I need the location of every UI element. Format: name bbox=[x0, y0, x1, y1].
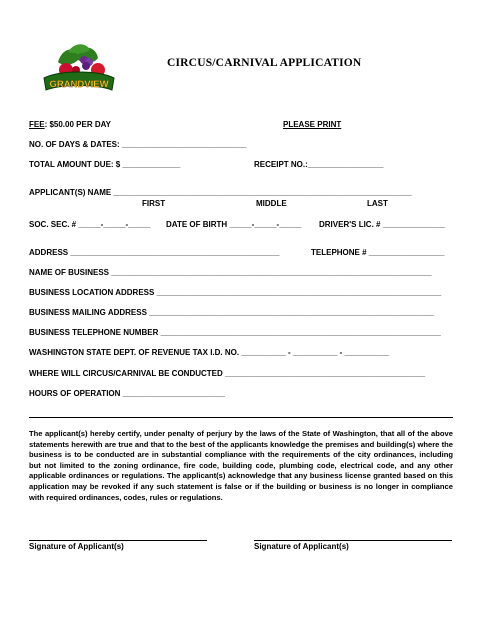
fee-line bbox=[29, 120, 111, 129]
applicant-name-field[interactable]: APPLICANT(S) NAME ___________________________________________________________________ bbox=[29, 188, 412, 197]
fee-value: : $50.00 PER DAY bbox=[44, 120, 111, 129]
page-title: CIRCUS/CARNIVAL APPLICATION bbox=[167, 57, 362, 69]
where-conducted-field[interactable]: WHERE WILL CIRCUS/CARNIVAL BE CONDUCTED _____________________________________________ bbox=[29, 369, 426, 378]
receipt-no-field[interactable]: RECEIPT NO.:_________________ bbox=[254, 160, 384, 169]
please-print-label: PLEASE PRINT bbox=[283, 120, 342, 129]
signature-label-left: Signature of Applicant(s) bbox=[29, 542, 124, 551]
grape-shape bbox=[82, 62, 90, 70]
address-field[interactable]: ADDRESS _______________________________________________ bbox=[29, 248, 280, 257]
soc-sec-field[interactable]: SOC. SEC. # _____-_____-_____ bbox=[29, 220, 151, 229]
business-name-field[interactable]: NAME OF BUSINESS ________________________________________________________________________ bbox=[29, 268, 432, 277]
hours-field[interactable]: HOURS OF OPERATION _______________________ bbox=[29, 389, 225, 398]
name-middle-label: MIDDLE bbox=[256, 199, 287, 208]
logo-text: GRANDVIEW bbox=[49, 79, 109, 90]
business-phone-field[interactable]: BUSINESS TELEPHONE NUMBER _______________________________________________________________ bbox=[29, 328, 441, 337]
telephone-field[interactable]: TELEPHONE # _________________ bbox=[311, 248, 445, 257]
certification-text: The applicant(s) hereby certify, under penalty of perjury by the laws of the State of Washington, that all of the above statements herewith are true and that to the best of the applicants knowledge the premises and building(s) where the business is to be conducted are in substantial compliance with the requirements of the city ordinances, including but not limited to the zoning ordinance, fire code, building code, plumbing code, electrical code, and any other applicable ordinances or regulations. The applicant(s) acknowledge that any business license granted based on this application may be revoked if any such statement is false or if the building or business is no longer in compliance with required ordinances, codes, rules or regulations. bbox=[29, 429, 453, 502]
fee-label: FEE bbox=[29, 120, 45, 129]
signature-label-right: Signature of Applicant(s) bbox=[254, 542, 349, 551]
dob-field[interactable]: DATE OF BIRTH _____-_____-_____ bbox=[166, 220, 302, 229]
section-divider bbox=[29, 417, 453, 418]
signature-line-right[interactable] bbox=[254, 540, 452, 541]
signature-line-left[interactable] bbox=[29, 540, 207, 541]
business-location-field[interactable]: BUSINESS LOCATION ADDRESS ________________________________________________________________ bbox=[29, 288, 442, 297]
days-dates-field[interactable]: NO. OF DAYS & DATES: ____________________________ bbox=[29, 140, 247, 149]
business-mailing-field[interactable]: BUSINESS MAILING ADDRESS ________________________________________________________________ bbox=[29, 308, 434, 317]
name-last-label: LAST bbox=[367, 199, 388, 208]
grandview-logo bbox=[40, 40, 118, 96]
tax-id-field[interactable]: WASHINGTON STATE DEPT. OF REVENUE TAX I.D. NO. __________ - __________ - __________ bbox=[29, 348, 390, 357]
name-first-label: FIRST bbox=[142, 199, 166, 208]
drivers-lic-field[interactable]: DRIVER'S LIC. # ______________ bbox=[319, 220, 445, 229]
total-due-field[interactable]: TOTAL AMOUNT DUE: $ _____________ bbox=[29, 160, 181, 169]
